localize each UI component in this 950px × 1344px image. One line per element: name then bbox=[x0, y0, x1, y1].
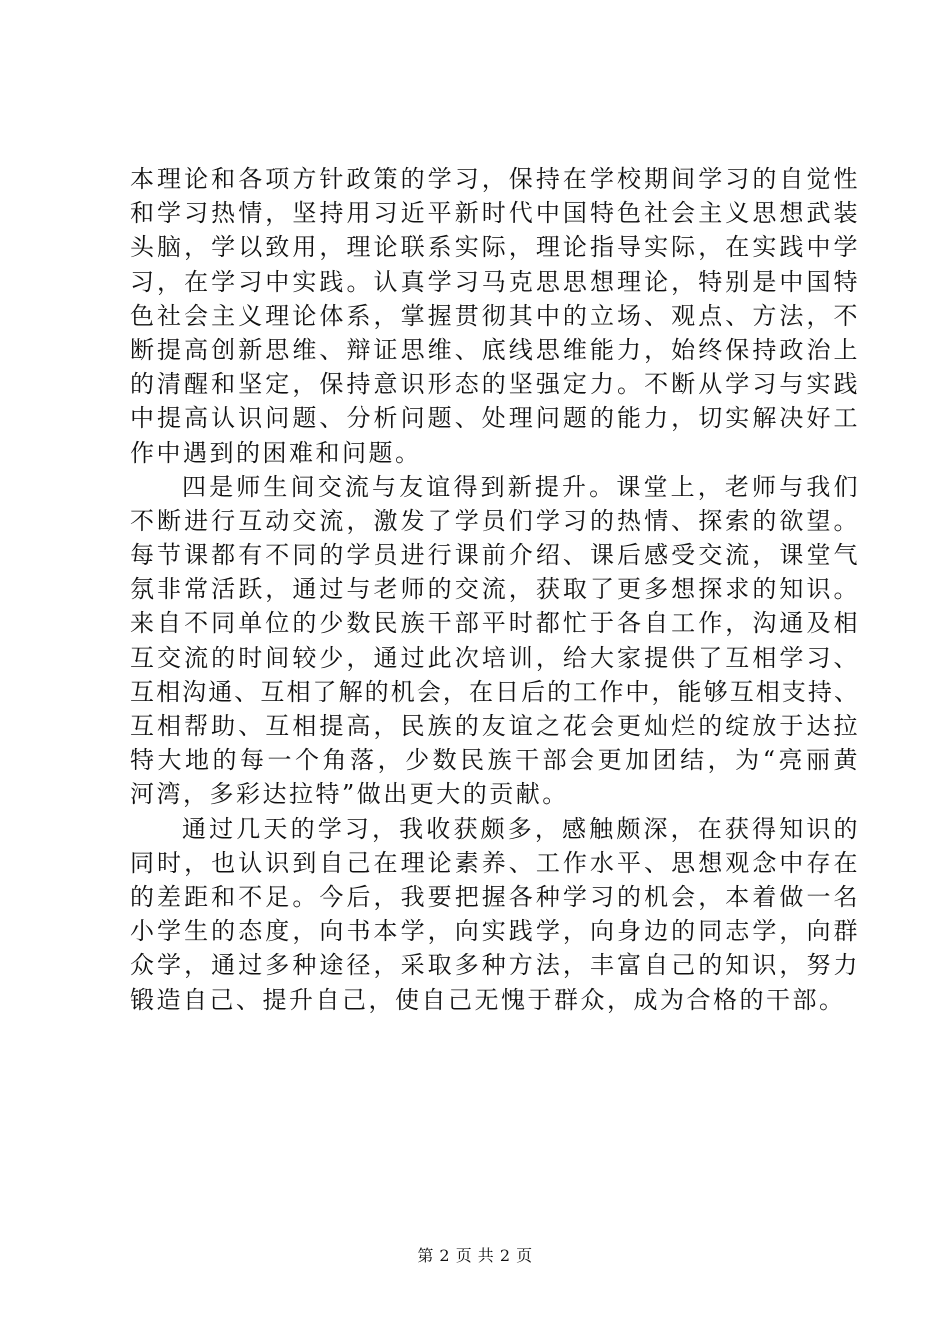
text-line: 同时，也认识到自己在理论素养、工作水平、思想观念中存在 bbox=[130, 848, 860, 877]
document-body bbox=[130, 162, 860, 1017]
text-line: 色社会主义理论体系，掌握贯彻其中的立场、观点、方法，不 bbox=[130, 301, 860, 330]
text-line: 锻造自己、提升自己，使自己无愧于群众，成为合格的干部。 bbox=[130, 985, 846, 1014]
text-line: 河湾，多彩达拉特”做出更大的贡献。 bbox=[130, 780, 569, 809]
paragraph-1 bbox=[130, 162, 860, 470]
text-line: 互交流的时间较少，通过此次培训，给大家提供了互相学习、 bbox=[130, 643, 860, 672]
text-line: 本理论和各项方针政策的学习，保持在学校期间学习的自觉性 bbox=[130, 165, 860, 193]
paragraph-3 bbox=[130, 812, 860, 1017]
text-line: 四是师生间交流与友谊得到新提升。课堂上，老师与我们 bbox=[182, 472, 860, 501]
text-line: 作中遇到的困难和问题。 bbox=[130, 438, 422, 467]
text-line: 的清醒和坚定，保持意识形态的坚强定力。不断从学习与实践 bbox=[130, 370, 860, 399]
text-line: 的差距和不足。今后，我要把握各种学习的机会，本着做一名 bbox=[130, 882, 860, 911]
text-line: 头脑，学以致用，理论联系实际，理论指导实际，在实践中学 bbox=[130, 233, 860, 262]
text-line: 互相沟通、互相了解的机会，在日后的工作中，能够互相支持、 bbox=[130, 677, 860, 706]
text-line: 特大地的每一个角落，少数民族干部会更加团结，为“亮丽黄 bbox=[130, 746, 860, 775]
text-line: 小学生的态度，向书本学，向实践学，向身边的同志学，向群 bbox=[130, 917, 860, 946]
text-line: 断提高创新思维、辩证思维、底线思维能力，始终保持政治上 bbox=[130, 335, 860, 364]
text-line: 不断进行互动交流，激发了学员们学习的热情、探索的欲望。 bbox=[130, 506, 860, 535]
text-line: 来自不同单位的少数民族干部平时都忙于各自工作，沟通及相 bbox=[130, 609, 860, 638]
page-number-label: 第 2 页 共 2 页 bbox=[417, 1246, 533, 1265]
paragraph-2 bbox=[130, 470, 860, 812]
page-footer bbox=[0, 1245, 950, 1267]
text-line: 中提高认识问题、分析问题、处理问题的能力，切实解决好工 bbox=[130, 404, 860, 433]
text-line: 氛非常活跃，通过与老师的交流，获取了更多想探求的知识。 bbox=[130, 575, 860, 604]
text-line: 习，在学习中实践。认真学习马克思思想理论，特别是中国特 bbox=[130, 267, 860, 296]
text-line: 通过几天的学习，我收获颇多，感触颇深，在获得知识的 bbox=[182, 814, 860, 843]
text-line: 众学，通过多种途径，采取多种方法，丰富自己的知识，努力 bbox=[130, 951, 860, 980]
text-line: 和学习热情，坚持用习近平新时代中国特色社会主义思想武装 bbox=[130, 199, 860, 228]
text-line: 互相帮助、互相提高，民族的友谊之花会更灿烂的绽放于达拉 bbox=[130, 712, 860, 740]
text-line: 每节课都有不同的学员进行课前介绍、课后感受交流，课堂气 bbox=[130, 541, 860, 570]
